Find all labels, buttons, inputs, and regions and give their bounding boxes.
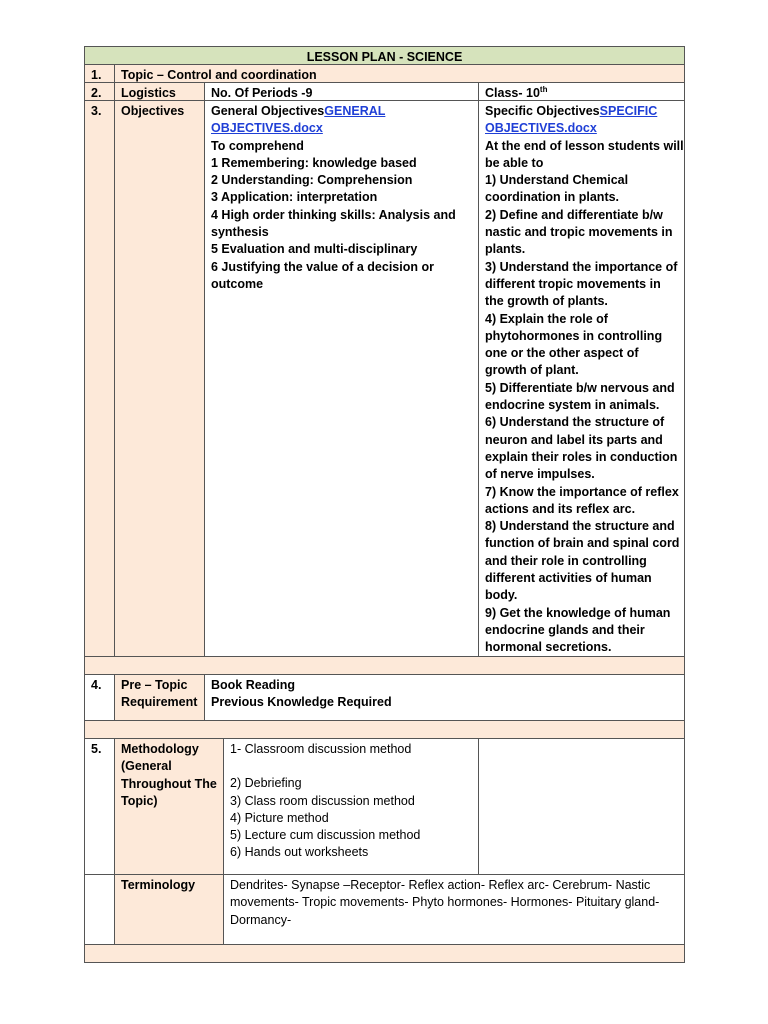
row-number: 3.: [91, 104, 102, 118]
terminology-content-cell: [223, 874, 685, 945]
specific-objective-line: growth of plant.: [485, 363, 579, 378]
general-objectives-cell: [204, 100, 479, 657]
terminology-label: Terminology: [121, 878, 196, 892]
general-objective-line: synthesis: [211, 225, 269, 240]
general-objective-line: 2 Understanding: Comprehension: [211, 173, 413, 188]
method-item: 3) Class room discussion method: [230, 793, 415, 808]
general-objectives-link-file[interactable]: OBJECTIVES.docx: [211, 121, 323, 136]
method-item: 2) Debriefing: [230, 776, 302, 791]
specific-objective-line: plants.: [485, 242, 526, 257]
methodology-label: (General: [121, 759, 172, 774]
methodology-empty-cell: [478, 738, 685, 875]
specific-objective-line: 3) Understand the importance of: [485, 259, 678, 274]
class-cell: [478, 82, 685, 101]
row-3-number: [84, 100, 115, 657]
specific-objective-line: 6) Understand the structure of: [485, 415, 665, 430]
spacer-row-1: [84, 656, 685, 675]
general-objective-line: 4 High order thinking skills: Analysis and: [211, 207, 456, 222]
specific-objective-line: hormonal secretions.: [485, 640, 612, 655]
pre-topic-content-cell: [204, 674, 685, 721]
specific-objective-line: 1) Understand Chemical: [485, 173, 629, 188]
general-objectives-heading: [211, 103, 472, 120]
row-5-number: [84, 738, 115, 875]
logistics-label: Logistics: [121, 86, 176, 100]
pre-topic-label-2: Requirement: [121, 695, 198, 710]
pre-topic-label-cell: [114, 674, 205, 721]
spacer-row-3: [84, 944, 685, 963]
methodology-list-cell: [223, 738, 479, 875]
specific-objective-line: the growth of plants.: [485, 294, 608, 309]
specific-objective-line: endocrine system in animals.: [485, 398, 660, 413]
specific-objective-line: phytohormones in controlling: [485, 328, 663, 343]
specific-objective-line: actions and its reflex arc.: [485, 501, 636, 516]
specific-objective-line: 2) Define and differentiate b/w: [485, 207, 663, 222]
specific-objectives-link[interactable]: SPECIFIC: [599, 104, 658, 118]
specific-objectives-list: [485, 138, 684, 657]
logistics-label-cell: [114, 82, 205, 101]
specific-objective-line: 7) Know the importance of reflex: [485, 484, 679, 499]
method-item: 5) Lecture cum discussion method: [230, 828, 421, 843]
general-objective-line: 5 Evaluation and multi-disciplinary: [211, 242, 418, 257]
row-2-number: [84, 82, 115, 101]
general-objective-line: To comprehend: [211, 138, 304, 153]
row-number: 4.: [91, 678, 102, 692]
objectives-label: Objectives: [121, 104, 185, 118]
general-objective-line: 3 Application: interpretation: [211, 190, 378, 205]
method-item: [230, 758, 472, 775]
specific-objective-line: neuron and label its parts and: [485, 432, 663, 447]
row-number: 2.: [91, 86, 102, 100]
specific-objectives-label: Specific Objectives: [485, 104, 600, 118]
specific-objective-line: be able to: [485, 155, 544, 170]
class-superscript: th: [539, 84, 548, 94]
periods-cell: [204, 82, 479, 101]
specific-objectives-cell: [478, 100, 685, 657]
spacer-row-2: [84, 720, 685, 739]
row-number: 1.: [91, 68, 102, 82]
general-objectives-label: General Objectives: [211, 104, 325, 118]
specific-objectives-heading: [485, 103, 678, 120]
specific-objective-line: At the end of lesson students will: [485, 138, 684, 153]
general-objective-line: outcome: [211, 276, 264, 291]
general-objectives-link[interactable]: GENERAL: [324, 104, 386, 118]
terminology-label-cell: [114, 874, 224, 945]
pre-topic-label: Pre – Topic: [121, 678, 188, 692]
specific-objective-line: and their role in controlling: [485, 553, 647, 568]
row-1-number: [84, 64, 115, 83]
periods-text: No. Of Periods -9: [211, 86, 313, 100]
pre-topic-line: Previous Knowledge Required: [211, 695, 392, 710]
lesson-plan-title: [84, 46, 685, 65]
topic-text: Topic – Control and coordination: [121, 68, 317, 82]
method-item: 6) Hands out worksheets: [230, 845, 369, 860]
method-item: 4) Picture method: [230, 810, 329, 825]
class-text: Class- 10: [485, 86, 540, 100]
general-objective-line: 6 Justifying the value of a decision or: [211, 259, 434, 274]
row-4-number: [84, 674, 115, 721]
specific-objective-line: body.: [485, 588, 518, 603]
specific-objective-line: 8) Understand the structure and: [485, 519, 675, 534]
methodology-label: Throughout The: [121, 776, 217, 791]
objectives-label-cell: [114, 100, 205, 657]
lesson-plan-title-text: LESSON PLAN - SCIENCE: [306, 50, 463, 64]
specific-objective-line: 4) Explain the role of: [485, 311, 608, 326]
specific-objective-line: 5) Differentiate b/w nervous and: [485, 380, 675, 395]
pre-topic-line: Book Reading: [211, 678, 296, 692]
specific-objectives-link-file[interactable]: OBJECTIVES.docx: [485, 121, 597, 136]
method-item: 1- Classroom discussion method: [230, 742, 412, 756]
specific-objective-line: endocrine glands and their: [485, 622, 645, 637]
specific-objective-line: explain their roles in conduction: [485, 449, 678, 464]
terminology-text: Dendrites- Synapse –Receptor- Reflex action- Reflex arc- Cerebrum- Nastic movements- Tropic movements- Phyto hormones- Hormones- Pituitary gland- Dormancy-: [230, 878, 660, 927]
specific-objective-line: one or the other aspect of: [485, 346, 639, 361]
specific-objective-line: different activities of human: [485, 571, 652, 586]
methodology-label-cell: [114, 738, 224, 875]
row-number: 5.: [91, 742, 102, 756]
general-objective-line: 1 Remembering: knowledge based: [211, 155, 417, 170]
methodology-label: Methodology: [121, 742, 199, 756]
specific-objective-line: coordination in plants.: [485, 190, 620, 205]
specific-objective-line: of nerve impulses.: [485, 467, 595, 482]
specific-objective-line: 9) Get the knowledge of human: [485, 605, 671, 620]
specific-objective-line: nastic and tropic movements in: [485, 225, 673, 240]
methodology-label: Topic): [121, 793, 158, 808]
row-6-number: [84, 874, 115, 945]
specific-objective-line: different tropic movements in: [485, 276, 661, 291]
specific-objective-line: function of brain and spinal cord: [485, 536, 680, 551]
topic-cell: [114, 64, 685, 83]
